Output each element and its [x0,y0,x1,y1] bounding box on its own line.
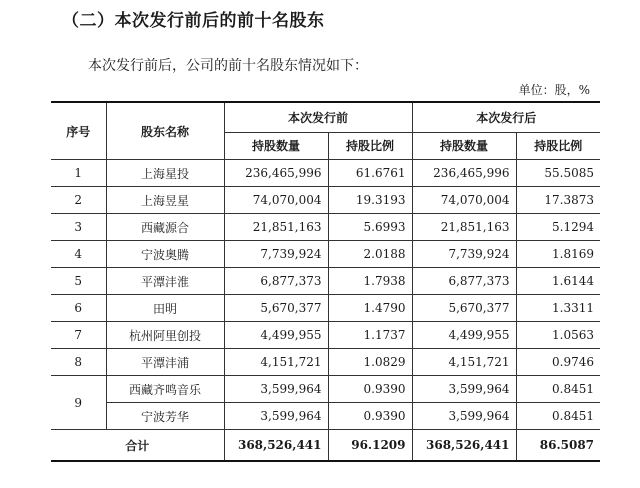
cell-after-ratio: 1.6144 [516,268,600,295]
cell-before-ratio: 1.4790 [328,295,412,322]
table-row [51,349,600,376]
intro-text: 本次发行前后，公司的前十名股东情况如下： [88,58,368,74]
cell-before-ratio: 1.7938 [328,268,412,295]
total-before-ratio: 96.1209 [328,430,412,462]
cell-seq: 1 [51,160,106,187]
table-row [51,268,600,295]
table-row [51,214,600,241]
cell-after-shares: 6,877,373 [412,268,516,295]
cell-before-shares: 7,739,924 [224,241,328,268]
cell-name: 宁波奥腾 [106,241,224,268]
cell-seq: 2 [51,187,106,214]
cell-after-shares: 3,599,964 [412,376,516,403]
cell-before-ratio: 2.0188 [328,241,412,268]
cell-after-ratio: 0.8451 [516,376,600,403]
cell-before-shares: 74,070,004 [224,187,328,214]
cell-before-shares: 3,599,964 [224,403,328,430]
header-after: 本次发行后 [412,102,600,132]
cell-seq: 9 [51,376,106,430]
table-row [51,295,600,322]
cell-after-ratio: 0.8451 [516,403,600,430]
cell-before-shares: 5,670,377 [224,295,328,322]
cell-after-shares: 7,739,924 [412,241,516,268]
header-seq: 序号 [51,102,106,160]
cell-name: 田明 [106,295,224,322]
cell-after-shares: 4,151,721 [412,349,516,376]
cell-after-shares: 21,851,163 [412,214,516,241]
total-row [51,430,600,462]
cell-after-shares: 3,599,964 [412,403,516,430]
total-before-shares: 368,526,441 [224,430,328,462]
cell-before-shares: 4,151,721 [224,349,328,376]
table-row [51,376,600,403]
cell-seq: 7 [51,322,106,349]
table-row [51,160,600,187]
cell-name: 平潭沣淮 [106,268,224,295]
table-row [51,322,600,349]
header-before: 本次发行前 [224,102,412,132]
cell-name: 西藏齐鸣音乐 [106,376,224,403]
cell-name: 宁波芳华 [106,403,224,430]
header-row-1 [51,102,600,132]
total-after-ratio: 86.5087 [516,430,600,462]
cell-before-ratio: 19.3193 [328,187,412,214]
cell-seq: 6 [51,295,106,322]
cell-seq: 5 [51,268,106,295]
total-after-shares: 368,526,441 [412,430,516,462]
cell-after-ratio: 1.8169 [516,241,600,268]
top-ten-shareholders-table [51,101,600,462]
header-before-ratio: 持股比例 [328,132,412,159]
cell-before-ratio: 1.1737 [328,322,412,349]
cell-seq: 8 [51,349,106,376]
cell-before-shares: 4,499,955 [224,322,328,349]
cell-before-shares: 6,877,373 [224,268,328,295]
unit-note: 单位：股，% [518,83,590,97]
cell-name: 上海星投 [106,160,224,187]
cell-after-ratio: 17.3873 [516,187,600,214]
cell-after-shares: 5,670,377 [412,295,516,322]
cell-after-ratio: 55.5085 [516,160,600,187]
cell-before-ratio: 1.0829 [328,349,412,376]
cell-name: 西藏源合 [106,214,224,241]
cell-after-shares: 4,499,955 [412,322,516,349]
cell-after-ratio: 5.1294 [516,214,600,241]
cell-after-shares: 74,070,004 [412,187,516,214]
cell-after-ratio: 1.3311 [516,295,600,322]
table-row [51,403,600,430]
cell-after-shares: 236,465,996 [412,160,516,187]
cell-before-shares: 236,465,996 [224,160,328,187]
cell-seq: 4 [51,241,106,268]
cell-name: 杭州阿里创投 [106,322,224,349]
cell-before-shares: 3,599,964 [224,376,328,403]
cell-seq: 3 [51,214,106,241]
cell-name: 上海昱星 [106,187,224,214]
cell-before-ratio: 61.6761 [328,160,412,187]
table-row [51,187,600,214]
cell-before-ratio: 5.6993 [328,214,412,241]
header-name: 股东名称 [106,102,224,160]
cell-after-ratio: 0.9746 [516,349,600,376]
section-title: （二）本次发行前后的前十名股东 [62,11,325,31]
cell-before-ratio: 0.9390 [328,376,412,403]
header-after-ratio: 持股比例 [516,132,600,159]
cell-before-shares: 21,851,163 [224,214,328,241]
header-after-shares: 持股数量 [412,132,516,159]
cell-name: 平潭沣浦 [106,349,224,376]
cell-after-ratio: 1.0563 [516,322,600,349]
total-label: 合计 [51,430,224,462]
cell-before-ratio: 0.9390 [328,403,412,430]
table-row [51,241,600,268]
header-before-shares: 持股数量 [224,132,328,159]
